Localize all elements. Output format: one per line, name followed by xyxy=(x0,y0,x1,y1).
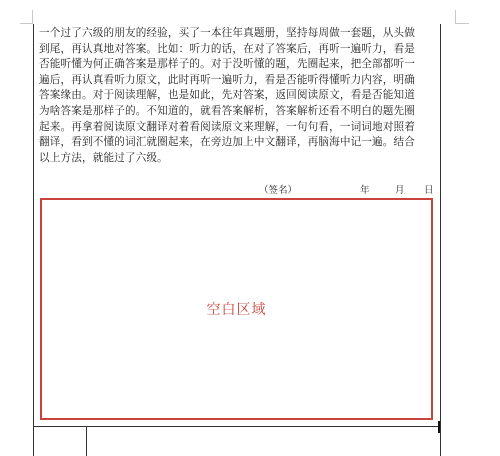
paragraph-line: 答案缘由。对于阅读理解，也是如此，先对答案，返回阅读原文，看是否能知道 xyxy=(39,89,416,102)
table-border-right xyxy=(440,24,441,456)
paragraph-line: 遍后，再认真看听力原文，此时再听一遍听力，看是否能听得懂听力内容，明确 xyxy=(39,73,416,86)
paragraph-line: 一个过了六级的朋友的经验，买了一本往年真题册，坚持每周做一套题，从头做 xyxy=(39,27,416,39)
signature-day: 日 xyxy=(424,185,434,196)
table-cell-divider xyxy=(86,426,87,456)
paragraph-line: 起来。再拿着阅读原文翻译对着看阅读原文来理解，一句句看，一词词地对照着 xyxy=(39,120,416,133)
corner-mark-top-right-h xyxy=(456,23,469,24)
signature-label: （签名） xyxy=(259,185,298,196)
paragraph-line: 否能听懂为何正确答案是那样子的。对于没听懂的题，先圈起来，把全部都听一 xyxy=(39,58,416,71)
table-border-bottom xyxy=(33,426,441,427)
paragraph-line: 翻译，看到不懂的词汇就圈起来，在旁边加上中文翻译，再脑海中记一遍。结合 xyxy=(39,136,416,149)
blank-area-label: 空白区域 xyxy=(206,302,267,318)
text-cursor xyxy=(438,421,440,433)
signature-month: 月 xyxy=(395,185,405,196)
table-border-left xyxy=(33,24,34,456)
corner-mark-top-left-h xyxy=(20,23,33,24)
blank-area-box[interactable] xyxy=(40,198,433,420)
corner-mark-top-left-v xyxy=(32,10,33,24)
body-paragraph[interactable] xyxy=(39,26,435,166)
paragraph-line: 为啥答案是那样子的。不知道的，就看答案解析，答案解析还看不明白的题先圈 xyxy=(39,104,416,117)
signature-year: 年 xyxy=(360,185,370,196)
paragraph-line: 到尾，再认真地对答案。比如：听力的话，在对了答案后，再听一遍听力，看是 xyxy=(39,42,416,55)
paragraph-line: 以上方法，就能过了六级。 xyxy=(39,151,168,164)
corner-mark-top-right-v xyxy=(455,10,456,24)
signature-row xyxy=(39,182,435,196)
